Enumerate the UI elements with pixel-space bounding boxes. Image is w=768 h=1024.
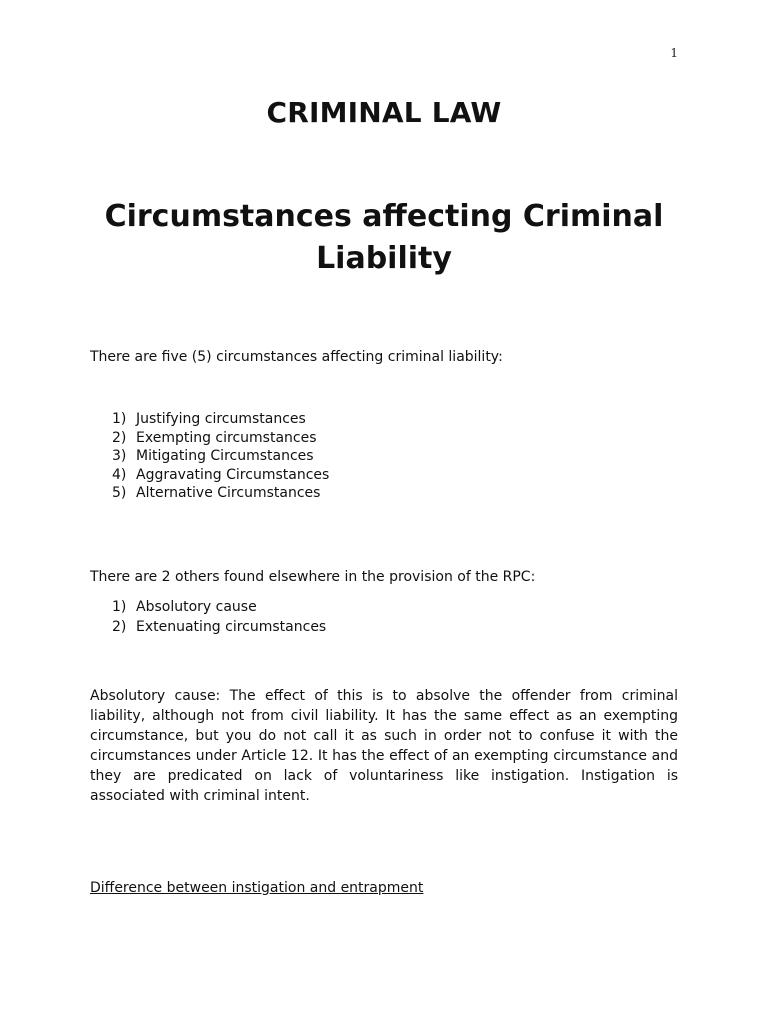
list-item-text: Extenuating circumstances xyxy=(136,619,327,635)
list-item xyxy=(112,484,329,503)
list-number: 5) xyxy=(112,485,127,502)
list-number: 3) xyxy=(112,448,127,465)
list-item xyxy=(112,597,326,617)
document-title: CRIMINAL LAW xyxy=(266,96,502,129)
list-item-text: Absolutory cause xyxy=(136,599,257,615)
list-item xyxy=(112,617,326,637)
list-item xyxy=(112,429,329,448)
list-item xyxy=(112,466,329,485)
list-item-text: Aggravating Circumstances xyxy=(136,466,330,483)
absolutory-cause-paragraph: Absolutory cause: The effect of this is to absolve the offender from criminal liability, although not from civil liability. It has the same effect as an exempting circumstance, but you do not call it as such in order not to confuse it with the circumstances under Article 12. It has the effect of an exempting circumstance and they are predicated on lack of voluntariness like instigation. Instigation is associated with criminal intent. xyxy=(90,688,678,804)
circumstances-list xyxy=(112,410,329,503)
list-number: 1) xyxy=(112,411,127,427)
list-item xyxy=(112,410,329,429)
list-item xyxy=(112,447,329,466)
list-item-text: Justifying circumstances xyxy=(136,411,306,427)
page-number: 1 xyxy=(670,46,678,60)
others-list xyxy=(112,597,326,637)
others-intro-text: There are 2 others found elsewhere in the provision of the RPC: xyxy=(90,569,536,585)
list-number: 4) xyxy=(112,466,127,483)
list-item-text: Mitigating Circumstances xyxy=(136,448,314,465)
list-number: 1) xyxy=(112,599,127,615)
list-number: 2) xyxy=(112,429,127,446)
list-item-text: Alternative Circumstances xyxy=(136,485,321,502)
section-heading-instigation-entrapment[interactable]: Difference between instigation and entrapment xyxy=(90,880,424,896)
document-subtitle: Circumstances affecting Criminal Liability xyxy=(104,199,664,276)
list-number: 2) xyxy=(112,619,127,635)
intro-text: There are five (5) circumstances affecting criminal liability: xyxy=(90,349,503,365)
list-item-text: Exempting circumstances xyxy=(136,429,317,446)
